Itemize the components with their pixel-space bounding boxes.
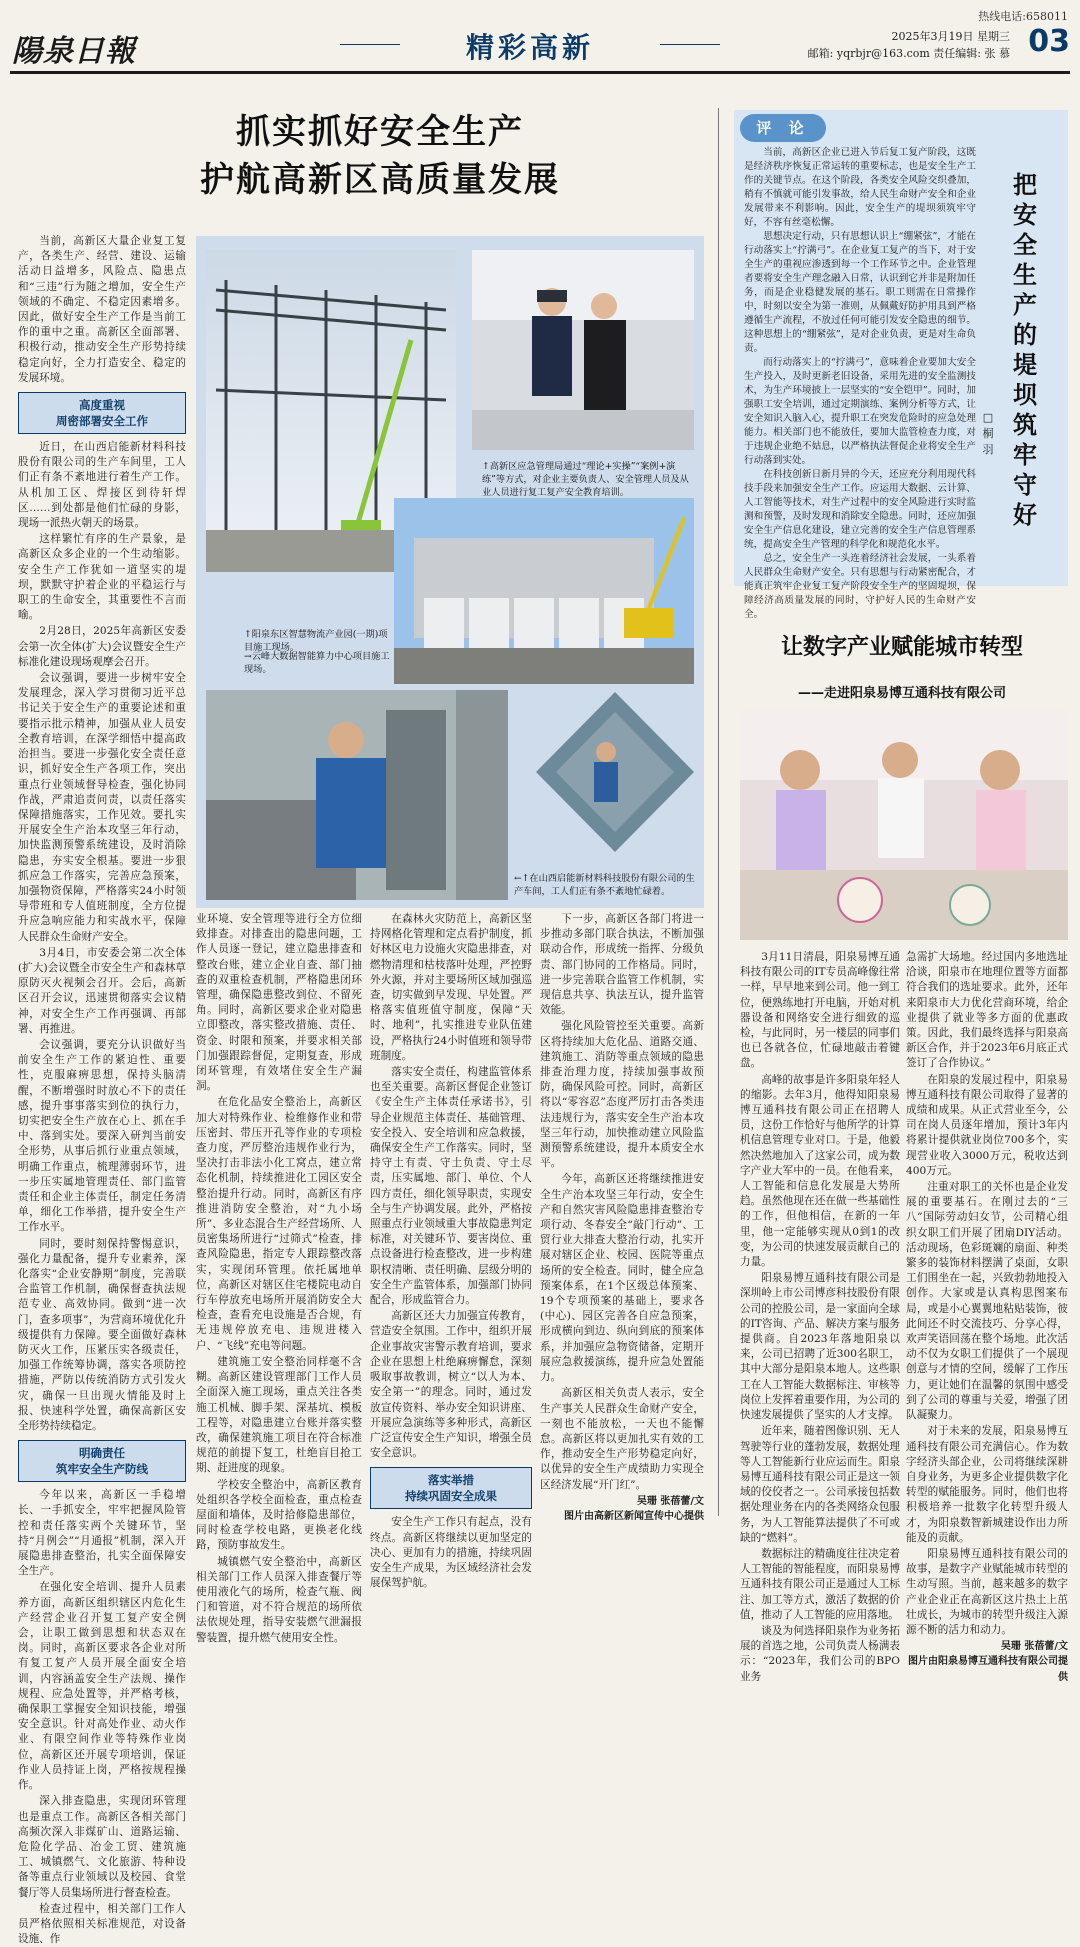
column-divider (718, 108, 719, 1516)
photo-collage (196, 236, 704, 908)
caption-datacenter: →云峰大数据智能算力中心项目施工现场。 (244, 651, 390, 675)
feature-byline: 吴珊 张蓓蕾/文 (1000, 1641, 1068, 1653)
subheading-2 (18, 1440, 186, 1482)
paragraph: 今年以来，高新区一手稳增长、一手抓安全，牢牢把握风险管控和责任落实两个关键环节，坚持“月例会”“月通报”机制，深入开展隐患排查整治，扎实全面保障安全生产。 (18, 1489, 186, 1578)
subheading-line: 持续巩固安全成果 (405, 1489, 497, 1504)
paragraph: 强化风险管控至关重要。高新区将持续加大危化品、道路交通、建筑施工、消防等重点领域的隐患排查治理力度，持续加强事故预防，确保风险可控。同时，高新区将以“零容忍”态度严厉打击各类违法违规行为，落实安全生产治本攻坚三年行动，加快推动建立风险监测预警系统建设，提升本质安全水平。 (540, 1020, 704, 1170)
dateline (808, 28, 1010, 62)
main-headline (100, 108, 660, 204)
paragraph: 建筑施工安全整治同样毫不含糊。高新区建设管理部门工作人员全面深入施工现场，重点关注各类施工机械、脚手架、深基坑、模板工程等，对隐患建立台账并落实整改，确保建筑施工项目在符合标准规范的前提下复工，杜绝盲目抢工期、赶进度的现象。 (196, 1355, 362, 1475)
commentary-title: 把安全生产的堤坝筑牢守好 (1013, 171, 1037, 529)
factory-worker-photo (206, 690, 508, 900)
masthead (10, 22, 1070, 74)
paragraph: 安全生产工作只有起点，没有终点。高新区将继续以更加坚定的决心、更加有力的措施，持续巩固安全生产成果，为区域经济社会发展保驾护航。 (370, 1516, 532, 1590)
paragraph: 同时，要时刻保持警惕意识，强化力量配备，提升专业素养，深化落实“企业安静期”制度，完善联合监管工作机制，确保督查执法规范专业、高效协同。做到“进一次门，查多项事”，为营商环境优化升级提供有力保障。要全面做好森林防灭火工作，压紧压实各级责任，加强工作统筹协调，落实各项防控措施，严防以传统消防方式引发火灾，确保一旦出现火情能及时上报、快速科学处置，确保高新区安全形势持续稳定。 (18, 1237, 186, 1433)
paragraph: 当前，高新区大量企业复工复产，各类生产、经营、建设、运输活动日益增多，风险点、隐患点和“三违”行为随之增加，安全生产领域的不确定、不稳定因素增多。因此，做好安全生产工作是当前工作的重中之重。高新区全面部署、积极行动，推动安全生产形势持续稳定向好，全力打造安全、稳定的发展环境。 (18, 235, 186, 384)
paragraph: 对于未来的发展，阳泉易博互通科技有限公司充满信心。作为数字经济头部企业，公司将继续深耕自身业务，为更多企业提供数字化转型的赋能服务。同时，他们也将积极培养一批数字化转型升级人才，为阳泉数智新城建设作出力所能及的贡献。 (906, 1425, 1068, 1544)
feature-column-b (906, 950, 1068, 1683)
headline-line-1: 抓实抓好安全生产 (236, 112, 524, 152)
paragraph: 检查过程中，相关部门工作人员严格依照相关标准规范，对设备设施、作 (18, 1902, 186, 1946)
commentary-badge: 评 论 (740, 114, 826, 142)
feature-subtitle: ——走进阳泉易博互通科技有限公司 (797, 686, 1006, 701)
paragraph: 注重对职工的关怀也是企业发展的重要基石。在刚过去的“三八”国际劳动妇女节，公司精心组织女职工们开展了团扇DIY活动。活动现场，色彩斑斓的扇面、种类繁多的装饰材料摆满了桌面，女职工们围坐在一起，兴致勃勃地投入创作。大家或是认真构思图案布局，或是小心翼翼地粘贴装饰，彼此间还不时交流技巧、分享心得，欢声笑语回荡在整个场地。此次活动不仅为女职工们提供了一个展现创意与才情的空间，缓解了工作压力，更让她们在温馨的氛围中感受到了公司的尊重与关爱，增强了团队凝聚力。 (906, 1181, 1068, 1422)
caption-training: ↑高新区应急管理局通过“理论+实操”“案例+演练”等方式，对企业主要负责人、安全管理人员及从业人员进行复工复产安全教育培训。 (482, 461, 689, 498)
article-column-1 (18, 234, 186, 1946)
subheading-line: 落实举措 (428, 1473, 474, 1488)
commentary-author: □桐 羽 (982, 411, 994, 456)
paragraph: 数据标注的精确度往往决定着人工智能的智能程度，而阳泉易博互通科技有限公司正是通过人工标注、加工等方式，激活了数据的价值，推动了人工智能的应用落地。 (740, 1547, 900, 1621)
paragraph: 下一步，高新区各部门将进一步推动多部门联合执法，不断加强联动合作，形成统一指挥、分级负责、部门协同的工作格局。同时，进一步完善联合监管工作机制，实现信息共享、执法互认，提升监管效能。 (540, 913, 704, 1017)
paragraph: 谈及为何选择阳泉作为业务拓展的首选之地，公司负责人杨满表示：“2023年，我们公司的BPO业务 (740, 1624, 900, 1683)
newspaper-logo: 陽泉日報 (12, 34, 136, 69)
commentary-box (734, 110, 1068, 620)
paragraph: 在科技创新日新月异的今天，还应充分利用现代科技手段来加强安全生产工作。应运用大数据、云计算、人工智能等技术，对生产过程中的安全风险进行实时监测和预警，及时发现和消除安全隐患。同时，还应加强安全生产信息化建设，建立完善的安全生产信息管理系统，提高安全生产管理的科学化和规范化水平。 (744, 469, 976, 550)
editor-contact: 邮箱: yqrbjr@163.com 责任编辑: 张 慕 (807, 47, 1010, 60)
paragraph: 在森林火灾防范上，高新区坚持网格化管理和定点看护制度，抓好林区电力设施火灾隐患排查，对燃物清理和枯枝落叶处理，严控野外火源，并对主要场所区域加强巡查，切实做到早发现、早处置。严格落实值班值守制度，保障“天时、地利”，扎实推进专业队伍建设，严格执行24小时值班和领导带班制度。 (370, 913, 532, 1062)
caption-factory: ←↑在山西启能新材料科技股份有限公司的生产车间，工人们正有条不紊地忙碌着。 (514, 873, 695, 897)
paragraph: 城镇燃气安全整治中，高新区相关部门工作人员深入排查餐厅等使用液化气的场所，检查气瓶、阀门和管道，对不符合规范的场所依法依规处理，指导安装燃气泄漏报警装置，提升燃气使用安全性。 (196, 1555, 362, 1644)
paragraph: 3月11日清晨，阳泉易博互通科技有限公司的IT专员高峰像往常一样，早早地来到公司。他一到工位，便熟练地打开电脑，开始对机器设备和网络安全进行细致的巡检，与此同时，另一楼层的同事们也已各就各位，忙碌地敲击着键盘。 (740, 951, 900, 1070)
workshop-photo (536, 692, 694, 852)
issue-date: 2025年3月19日 星期三 (891, 30, 1010, 43)
page-number: 03 (1028, 24, 1070, 59)
hotline: 热线电话:658011 (978, 10, 1068, 23)
paragraph: 近日，在山西启能新材料科技股份有限公司的生产车间里，工人们正有条不紊地进行着生产工作。从机加工区、焊接区到待轩焊区……到处都是他们忙碌的身影，现场一派热火朝天的场景。 (18, 441, 186, 530)
photo-credit: 图片由高新区新闻宣传中心提供 (564, 1510, 704, 1522)
paragraph: 总之，安全生产一头连着经济社会发展，一头系着人民群众生命财产安全。只有思想与行动紧密配合，才能真正筑牢企业复工复产阶段安全生产的坚固堤坝，保障经济高质量发展的同时，守护好人民的生命财产安全。 (744, 553, 976, 620)
paragraph: 高新区相关负责人表示，安全生产事关人民群众生命财产安全，一刻也不能放松，一天也不能懈怠。高新区将以更加扎实有效的工作，推动安全生产形势稳定向好，以优异的安全生产成绩助力实现全区经济发展“开门红”。 (540, 1387, 704, 1491)
subheading-3 (370, 1467, 532, 1509)
paragraph: 今年，高新区还将继续推进安全生产治本攻坚三年行动，安全生产和自然灾害风险隐患排查整治专项行动、冬春安全“敲门行动”、工贸行业大排查大整治行动，扎实开展对辖区企业、校园、医院等重点场所的安全检查。同时，健全应急预案体系，在1个区级总体预案、19个专项预案的基础上，要求各(中心)、园区完善各自应急预案，形成横向到边、纵向到底的预案体系，并加强应急物资储备，定期开展应急救援演练，提升应急处置能力。 (540, 1173, 704, 1384)
feature-column-a (740, 950, 900, 1683)
subheading-line: 明确责任 (79, 1446, 125, 1461)
paragraph: 高峰的故事是许多阳泉年轻人的缩影。去年3月，他得知阳泉易博互通科技有限公司正在招聘人员，这份工作恰好与他所学的计算机信息管理专业对口。于是，他毅然决然地加入了这家公司，成为数字产业大军中的一员。在他看来，人工智能和信息化发展是大势所趋。虽然他现在还在做一些基础性的工作，但他相信，在新的一年里，他一定能够实现从0到1的改变，为公司的快速发展贡献自己的力量。 (740, 1073, 900, 1269)
commentary-body (744, 146, 976, 620)
article-column-4 (540, 912, 704, 1522)
subheading-line: 周密部署安全工作 (56, 414, 148, 429)
paragraph: 急需扩大场地。经过国内多地选址洽谈，阳泉市在地理位置等方面都符合我们的选址要求。此外，还年来阳泉市大力优化营商环境，给企业提供了就业等多方面的优惠政策。因此，我们最终选择与阳泉高新区合作，并于2023年6月底正式签订了合作协议。” (906, 951, 1068, 1070)
paragraph: 这样繁忙有序的生产景象，是高新区众多企业的一个生动缩影。安全生产工作犹如一道坚实的堤坝，默默守护着企业的平稳运行与职工的生命安全，其重要性不言而喻。 (18, 533, 186, 622)
paragraph: 会议强调，要充分认识做好当前安全生产工作的紧迫性、重要性，克服麻痹思想，保持头脑清醒，不断增强时时放心不下的责任感，提升事事落实到位的执行力，切实把安全生产放在心上、抓在手中、落到实处。要深入研判当前安全形势，从事后抓行业重点领域，明确工作重点，梳理薄弱环节，进一步压实属地管理责任、部门监管责任和企业主体责任，制定任务清单，细化工作举措，提升安全生产工作水平。 (18, 1038, 186, 1234)
paragraph: 近年来，随着图像识别、无人驾驶等行业的蓬勃发展，数据处理等人工智能新行业应运而生。阳泉易博互通科技有限公司正是这一领域的佼佼者之一。公司承接包括数据处理业务在内的各类网络众包服务，为人工智能算法提供了不可或缺的“燃料”。 (740, 1425, 900, 1544)
paragraph: 在阳泉的发展过程中，阳泉易博互通科技有限公司取得了显著的成绩和成果。从正式营业至今，公司在岗人员逐年增加，预计3年内将累计提供就业岗位700多个，实现营业收入3000万元，税收达到400万元。 (906, 1073, 1068, 1177)
subheading-line: 高度重视 (79, 398, 125, 413)
section-title: 精彩高新 (340, 26, 720, 62)
paragraph: 业环境、安全管理等进行全方位细致排查。对排查出的隐患问题，工作人员逐一登记，建立隐患排查和整改台账，建立企业自查、部门抽查的双重检查机制，严格隐患闭环管理，确保隐患整改到位、不留死角。同时，高新区要求企业对隐患立即整改，落实整改措施、责任、资金、时限和预案，并要求相关部门加强跟踪督促，定期复查，形成闭环管理，有效堵住安全生产漏洞。 (196, 913, 362, 1093)
subheading-line: 筑牢安全生产防线 (56, 1462, 148, 1477)
paragraph: 思想决定行动，只有思想认识上“绷紧弦”，才能在行动落实上“拧满弓”。在企业复工复产的当下，对于安全生产的重视应渗透到每一个工作环节之中。企业管理者要将安全生产理念融入日常，认识到它并非是附加任务，而是企业稳健发展的基石。职工则需在日常操作中，时刻以安全为第一准则，从佩戴好防护用具到严格遵循生产流程，不放过任何可能引发安全隐患的细节。这种思想上的“绷紧弦”，是对企业负责，更是对生命负责。 (744, 231, 976, 354)
paragraph: 深入排查隐患，实现闭环管理也是重点工作。高新区各相关部门高频次深入非煤矿山、道路运输、危险化学品、冶金工贸、建筑施工、城镇燃气、文化旅游、特种设备等重点行业领域以及校园、食堂餐厅等人员集场所进行督查检查。 (18, 1795, 186, 1899)
article-column-3 (370, 912, 532, 1590)
paragraph: 当前，高新区企业已进入节后复工复产阶段，这既是经济秩序恢复正常运转的重要标志，也是安全生产工作的关键节点。在这个阶段，各类安全风险交织叠加，稍有不慎就可能引发事故，给人民生命财产安全和企业发展带来不利影响。因此，安全生产的堤坝须筑牢守好，不容有丝毫松懈。 (744, 147, 976, 228)
headline-line-2: 护航高新区高质量发展 (200, 160, 560, 200)
paragraph: 2月28日，2025年高新区安委会第一次全体(扩大)会议暨安全生产标准化建设现场观摩会召开。 (18, 625, 186, 668)
article-byline: 吴珊 张蓓蕾/文 (636, 1495, 704, 1507)
workshop-fan-craft-photo (740, 710, 1068, 940)
paragraph: 学校安全整治中，高新区教育处组织各学校全面检查，重点检查屋面和墙体，及时拾修隐患部位，同时检查学校电路，更换老化线路，预防事故发生。 (196, 1478, 362, 1552)
paragraph: 高新区还大力加强宣传教育，营造安全氛围。工作中，组织开展企业事故灾害警示教育培训，要求企业在思想上杜绝麻痹懈怠，深刻吸取事故教训，树立“以人为本、安全第一”的理念。同时，通过发放宣传资料、举办安全知识讲座、开展应急演练等多种形式，高新区广泛宣传安全生产知识，增强全员安全意识。 (370, 1310, 532, 1460)
paragraph: 阳泉易博互通科技有限公司的故事，是数字产业赋能城市转型的生动写照。当前，越来越多的数字产业企业正在高新区这片热土上茁壮成长，为城市的转型升级注入源源不断的活力和动力。 (906, 1547, 1068, 1636)
paragraph: 落实安全责任，构建监管体系也至关重要。高新区督促企业签订《安全生产主体责任承诺书》，引导企业规范主体责任、基础管理、安全投入、安全培训和应急救援，确保安全生产工作落实。同时，坚持守土有责、守土负责、守土尽责，压实属地、部门、单位、个人四方责任，细化领导职责，实现安全与生产协调发展。此外，严格按照重点行业领域重大事故隐患判定标准，对关键环节、要害岗位、重点设备进行检查整改，进一步构建职权清晰、责任明确、层级分明的安全生产监管体系，加强部门协同配合，形成监管合力。 (370, 1066, 532, 1307)
paragraph: 在危化品安全整治上，高新区加大对特殊作业、检维修作业和带压密封、带压开孔等作业的专项检查力度，严厉整治违规作业行为，坚决打击非法小化工窝点，建立常态化机制，持续推进化工园区安全整治提升行动。同时，高新区有序推进消防安全整治，对“九小场所”、多业态混合生产经营场所、人员密集场所进行“过筛式”检查，排查风险隐患，指定专人跟踪整改落实，实现闭环管理。依托属地单位，高新区对辖区住宅楼院电动自行车停放充电场所开展消防安全大检查，查看充电设施是否合规，有无违规停放充电、违规进楼入户、“飞线”充电等问题。 (196, 1096, 362, 1352)
feature-photo-credit: 图片由阳泉易博互通科技有限公司提供 (908, 1656, 1068, 1683)
article-column-2 (196, 912, 362, 1644)
caption-logistics: ↑阳泉东区智慧物流产业园(一期)项目施工现场。 (244, 629, 388, 653)
paragraph: 会议强调，要进一步树牢安全发展理念，深入学习贯彻习近平总书记关于安全生产的重要论述和重要指示批示精神，加强从业人员安全教育培训，在深学细悟中提高政治担当。要进一步强化安全责任意识，抓好安全生产各项工作，突出重点行业领域督导检查，强化协同作战，严肃追责问责，以责任落实保障措施落实，工作见效。要扎实开展安全生产治本攻坚三年行动，加快监测预警系统建设，及时消除隐患，夯实安全根基。要进一步狠抓应急工作落实，完善应急预案，加强物资保障，严格落实24小时领导带班和专人值班制度，全方位提升应急响应能力和实战水平，保障人民群众生命财产安全。 (18, 672, 186, 943)
paragraph: 在强化安全培训、提升人员素养方面，高新区组织辖区内危化生产经营企业召开复工复产安全例会，让职工做到思想和状态双在岗。同时，高新区要求各企业对所有复工复产人员开展全面安全培训，内容涵盖安全生产法规、操作规程、应急处置等，并严格考核，确保职工掌握安全知识技能，增强安全意识。针对高处作业、动火作业、有限空间作业等特殊作业岗位，高新区还开展专项培训，保证作业人员持证上岗，严格按规程操作。 (18, 1581, 186, 1792)
feature-title: 让数字产业赋能城市转型 (780, 635, 1023, 660)
paragraph: 3月4日，市安委会第二次全体(扩大)会议暨全市安全生产和森林草原防灭火视频会召开。会后，高新区召开会议，迅速贯彻落实会议精神，对安全生产工作再强调、再部署、再推进。 (18, 946, 186, 1035)
datacenter-photo (394, 498, 694, 684)
paragraph: 而行动落实上的“拧满弓”，意味着企业要加大安全生产投入，及时更新老旧设备，采用先进的安全监测技术，为生产环境披上一层坚实的“安全铠甲”。同时，加强职工安全培训，通过定期演练、案例分析等方式，让安全知识入脑入心，提升职工在突发危险时的应急处理能力。相关部门也不能放任，要加大监管检查力度，对于违规企业绝不姑息，以严格执法督促企业将安全生产行动落到实处。 (744, 357, 976, 466)
paragraph: 阳泉易博互通科技有限公司是深圳岭上市公司博彦科技股份有限公司的控股公司，是一家面向全球的IT咨询、产品、解决方案与服务提供商。自2023年落地阳泉以来，公司已招聘了近300名职工，其中大部分是阳泉本地人。这些职工在人工智能大数据标注、审核等岗位上发挥着重要作用，为公司的快速发展提供了坚实的人才支撑。 (740, 1272, 900, 1422)
training-photo (472, 250, 694, 450)
subheading-1 (18, 392, 186, 434)
